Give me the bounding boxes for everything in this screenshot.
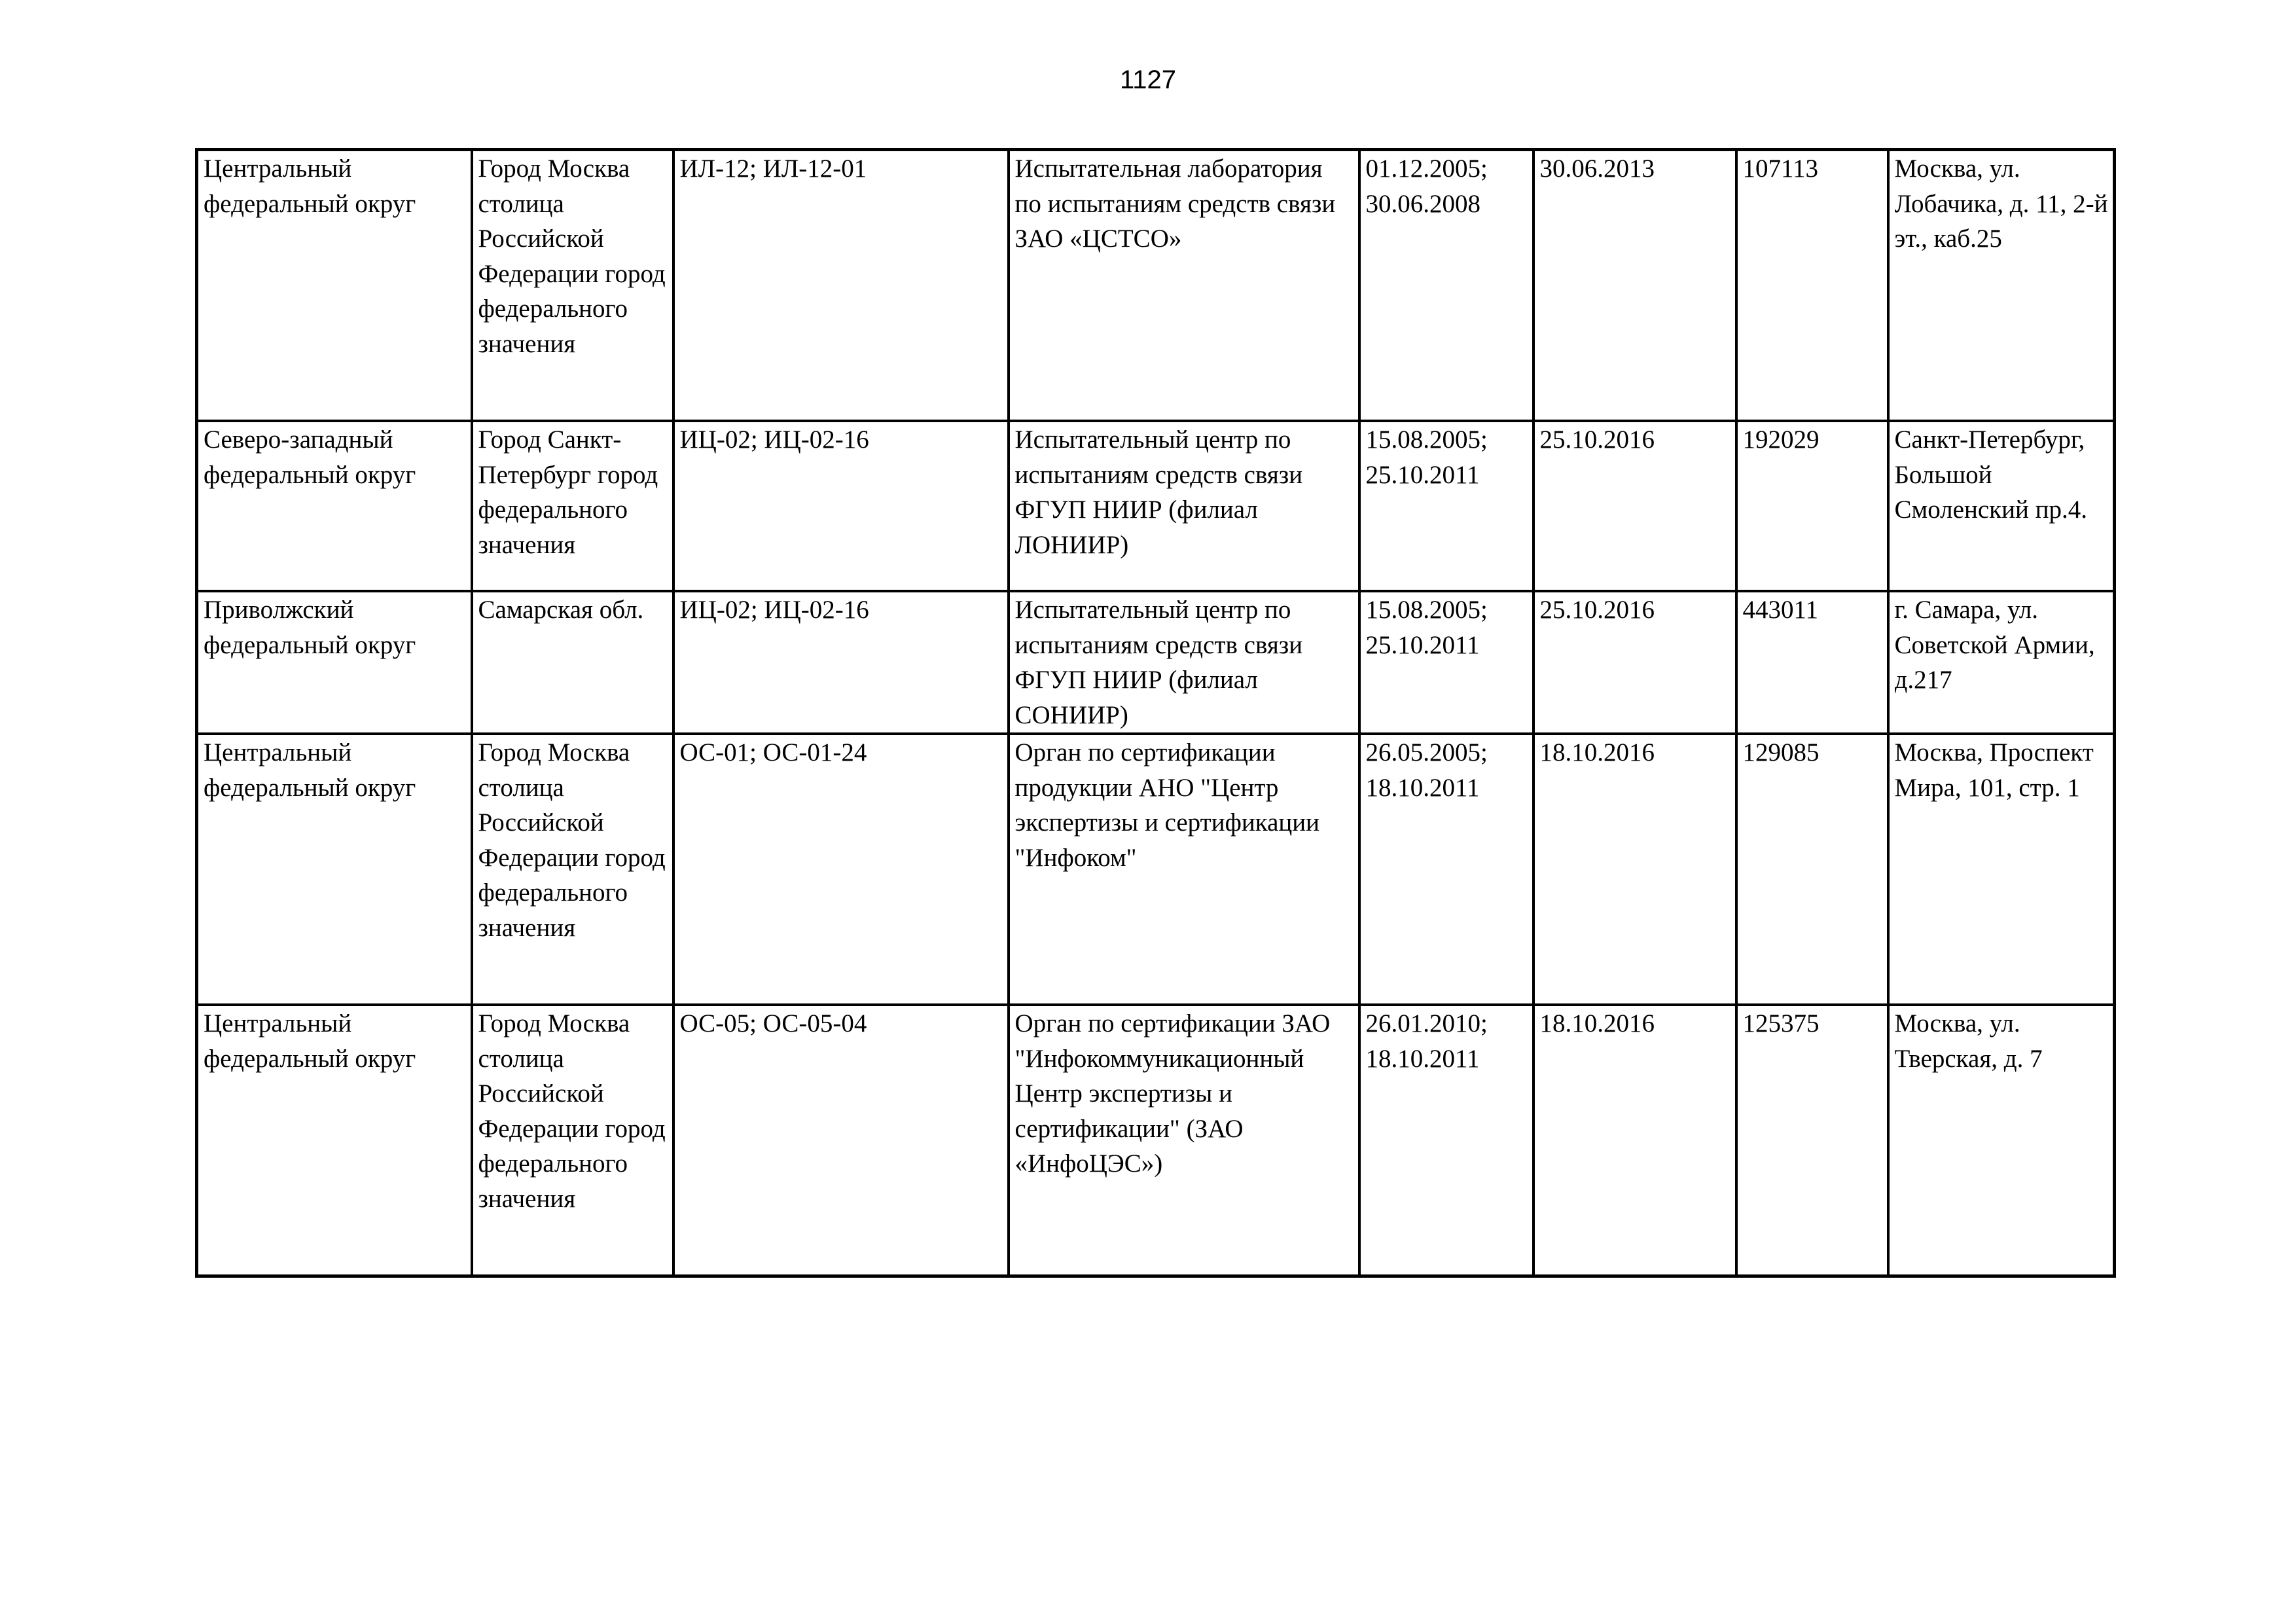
address-cell: Москва, ул. Тверская, д. 7 — [1888, 1005, 2115, 1276]
postal-code-cell: 129085 — [1736, 734, 1888, 1005]
district-cell: Приволжский федеральный округ — [197, 591, 472, 734]
postal-code-cell: 443011 — [1736, 591, 1888, 734]
codes-cell: ОС-01; ОС-01-24 — [673, 734, 1009, 1005]
valid-until-cell: 30.06.2013 — [1534, 150, 1736, 422]
address-cell: Москва, ул. Лобачика, д. 11, 2-й эт., каб.25 — [1888, 150, 2115, 422]
organization-cell: Испытательный центр по испытаниям средств связи ФГУП НИИР (филиал ЛОНИИР) — [1009, 421, 1359, 591]
region-cell: Город Москва столица Российской Федерации город федерального значения — [472, 150, 673, 422]
codes-cell: ИЛ-12; ИЛ-12-01 — [673, 150, 1009, 422]
registry-table — [195, 148, 2116, 1278]
organization-cell: Орган по сертификации продукции АНО "Центр экспертизы и сертификации "Инфоком" — [1009, 734, 1359, 1005]
region-cell: Город Москва столица Российской Федерации город федерального значения — [472, 734, 673, 1005]
table-row — [197, 421, 2115, 591]
codes-cell: ОС-05; ОС-05-04 — [673, 1005, 1009, 1276]
dates-cell: 01.12.2005; 30.06.2008 — [1359, 150, 1534, 422]
address-cell: Москва, Проспект Мира, 101, стр. 1 — [1888, 734, 2115, 1005]
postal-code-cell: 107113 — [1736, 150, 1888, 422]
region-cell: Город Москва столица Российской Федерации город федерального значения — [472, 1005, 673, 1276]
organization-cell: Испытательный центр по испытаниям средств связи ФГУП НИИР (филиал СОНИИР) — [1009, 591, 1359, 734]
table-row — [197, 734, 2115, 1005]
district-cell: Центральный федеральный округ — [197, 734, 472, 1005]
table-row — [197, 150, 2115, 422]
dates-cell: 15.08.2005; 25.10.2011 — [1359, 421, 1534, 591]
codes-cell: ИЦ-02; ИЦ-02-16 — [673, 591, 1009, 734]
valid-until-cell: 18.10.2016 — [1534, 734, 1736, 1005]
region-cell: Самарская обл. — [472, 591, 673, 734]
table-row — [197, 1005, 2115, 1276]
region-cell: Город Санкт-Петербург город федерального значения — [472, 421, 673, 591]
address-cell: г. Самара, ул. Советской Армии, д.217 — [1888, 591, 2115, 734]
page-number: 1127 — [1119, 65, 1176, 94]
organization-cell: Испытательная лаборатория по испытаниям средств связи ЗАО «ЦСТСО» — [1009, 150, 1359, 422]
dates-cell: 26.05.2005; 18.10.2011 — [1359, 734, 1534, 1005]
organization-cell: Орган по сертификации ЗАО "Инфокоммуникационный Центр экспертизы и сертификации" (ЗАО «ИнфоЦЭС») — [1009, 1005, 1359, 1276]
valid-until-cell: 25.10.2016 — [1534, 591, 1736, 734]
district-cell: Центральный федеральный округ — [197, 150, 472, 422]
table-row — [197, 591, 2115, 734]
address-cell: Санкт-Петербург, Большой Смоленский пр.4. — [1888, 421, 2115, 591]
valid-until-cell: 25.10.2016 — [1534, 421, 1736, 591]
valid-until-cell: 18.10.2016 — [1534, 1005, 1736, 1276]
postal-code-cell: 125375 — [1736, 1005, 1888, 1276]
dates-cell: 15.08.2005; 25.10.2011 — [1359, 591, 1534, 734]
district-cell: Северо-западный федеральный округ — [197, 421, 472, 591]
codes-cell: ИЦ-02; ИЦ-02-16 — [673, 421, 1009, 591]
district-cell: Центральный федеральный округ — [197, 1005, 472, 1276]
postal-code-cell: 192029 — [1736, 421, 1888, 591]
dates-cell: 26.01.2010; 18.10.2011 — [1359, 1005, 1534, 1276]
